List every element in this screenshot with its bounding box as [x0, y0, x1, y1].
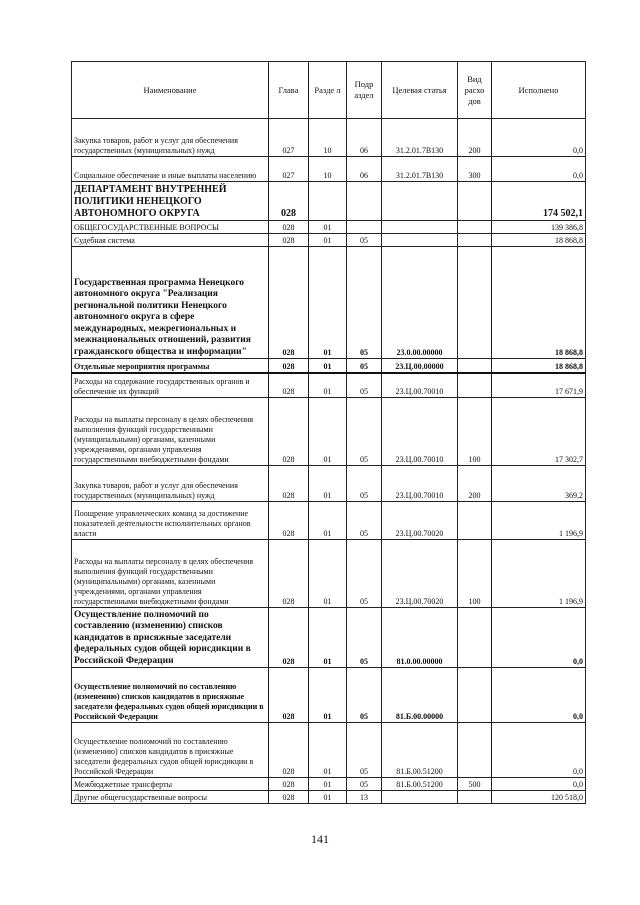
- header-executed: Исполнено: [492, 62, 586, 119]
- cell-chapter: 028: [269, 502, 309, 540]
- cell-name: Расходы на выплаты персоналу в целях обеспечения выполнения функций государственными (муниципальными) органами, казенными учреждениями, органами управления государственными внебюджетными фондами: [72, 540, 269, 608]
- cell-expense-type: 200: [458, 119, 492, 157]
- header-chapter: Глава: [269, 62, 309, 119]
- cell-section: 01: [309, 221, 347, 234]
- cell-name: Расходы на содержание государственных органов и обеспечение их функций: [72, 373, 269, 398]
- cell-section: 01: [309, 608, 347, 668]
- cell-expense-type: [458, 502, 492, 540]
- cell-name: Государственная программа Ненецкого автономного округа "Реализация региональной политики Ненецкого автономного округа в сфере международных, межрегиональных и межнациональных отношений, развития гражданского общества и информации": [72, 247, 269, 359]
- table-row: [72, 791, 586, 804]
- cell-section: 01: [309, 502, 347, 540]
- cell-subsection: 06: [347, 157, 382, 182]
- cell-executed: 174 502,1: [492, 182, 586, 221]
- cell-section: 01: [309, 791, 347, 804]
- cell-target: [382, 234, 458, 247]
- table-row: [72, 119, 586, 157]
- header-target: Целевая статья: [382, 62, 458, 119]
- cell-name: Расходы на выплаты персоналу в целях обеспечения выполнения функций государственными (муниципальными) органами, казенными учреждениями, органами управления государственными внебюджетными фондами: [72, 398, 269, 466]
- cell-subsection: 05: [347, 359, 382, 373]
- cell-chapter: 028: [269, 359, 309, 373]
- cell-executed: 120 518,0: [492, 791, 586, 804]
- cell-section: 10: [309, 119, 347, 157]
- cell-executed: 0,0: [492, 723, 586, 778]
- cell-expense-type: 300: [458, 157, 492, 182]
- cell-chapter: 027: [269, 157, 309, 182]
- cell-name: Социальное обеспечение и иные выплаты населению: [72, 157, 269, 182]
- cell-expense-type: [458, 221, 492, 234]
- table-row: [72, 608, 586, 668]
- header-name: Наименование: [72, 62, 269, 119]
- cell-subsection: 05: [347, 540, 382, 608]
- cell-section: 10: [309, 157, 347, 182]
- cell-subsection: 05: [347, 247, 382, 359]
- cell-expense-type: [458, 373, 492, 398]
- cell-section: 01: [309, 359, 347, 373]
- cell-subsection: 05: [347, 668, 382, 723]
- header-subsection: Подр аздел: [347, 62, 382, 119]
- cell-subsection: [347, 182, 382, 221]
- cell-target: 31.2.01.7В130: [382, 119, 458, 157]
- table-row: [72, 234, 586, 247]
- cell-chapter: 028: [269, 723, 309, 778]
- budget-table: [71, 61, 586, 804]
- cell-section: 01: [309, 373, 347, 398]
- cell-expense-type: [458, 608, 492, 668]
- cell-target: 23.0.00.00000: [382, 247, 458, 359]
- cell-expense-type: 200: [458, 466, 492, 502]
- cell-name: Закупка товаров, работ и услуг для обеспечения государственных (муниципальных) нужд: [72, 119, 269, 157]
- cell-executed: 139 386,8: [492, 221, 586, 234]
- cell-target: 81.0.00.00000: [382, 608, 458, 668]
- header-expense-type: Вид расхо дов: [458, 62, 492, 119]
- cell-target: 23.Ц.00.70010: [382, 373, 458, 398]
- cell-subsection: 05: [347, 373, 382, 398]
- cell-section: 01: [309, 778, 347, 791]
- cell-section: 01: [309, 540, 347, 608]
- cell-subsection: 05: [347, 234, 382, 247]
- cell-target: 23.Ц.00.70010: [382, 398, 458, 466]
- cell-target: 31.2.01.7В130: [382, 157, 458, 182]
- cell-target: 23.Ц.00.70020: [382, 540, 458, 608]
- cell-name: Поощрение управленческих команд за достижение показателей деятельности исполнительных органов власти: [72, 502, 269, 540]
- cell-section: 01: [309, 466, 347, 502]
- cell-expense-type: [458, 182, 492, 221]
- cell-target: [382, 182, 458, 221]
- cell-section: 01: [309, 247, 347, 359]
- cell-chapter: 028: [269, 373, 309, 398]
- header-section: Разде л: [309, 62, 347, 119]
- cell-subsection: 05: [347, 398, 382, 466]
- table-row: [72, 221, 586, 234]
- cell-chapter: 028: [269, 398, 309, 466]
- cell-expense-type: 500: [458, 778, 492, 791]
- cell-executed: 0,0: [492, 608, 586, 668]
- cell-executed: 17 671,9: [492, 373, 586, 398]
- table-row: [72, 182, 586, 221]
- cell-name: Отдельные мероприятия программы: [72, 359, 269, 373]
- table-row: [72, 359, 586, 373]
- cell-chapter: 028: [269, 182, 309, 221]
- cell-name: Осуществление полномочий по составлению (изменению) списков кандидатов в присяжные заседатели федеральных судов общей юрисдикции в Российской Федерации: [72, 668, 269, 723]
- cell-name: Осуществление полномочий по составлению (изменению) списков кандидатов в присяжные заседатели федеральных судов общей юрисдикции в Российской Федерации: [72, 608, 269, 668]
- cell-expense-type: 100: [458, 398, 492, 466]
- cell-section: 01: [309, 668, 347, 723]
- cell-chapter: 028: [269, 234, 309, 247]
- cell-expense-type: [458, 791, 492, 804]
- cell-target: 81.Б.00.51200: [382, 778, 458, 791]
- cell-executed: 18 868,8: [492, 234, 586, 247]
- cell-name: ОБЩЕГОСУДАРСТВЕННЫЕ ВОПРОСЫ: [72, 221, 269, 234]
- cell-target: 81.Б.00.51200: [382, 723, 458, 778]
- cell-name: Другие общегосударственные вопросы: [72, 791, 269, 804]
- table-row: [72, 398, 586, 466]
- cell-section: 01: [309, 723, 347, 778]
- cell-subsection: [347, 221, 382, 234]
- table-row: [72, 778, 586, 791]
- cell-target: [382, 791, 458, 804]
- cell-name: Осуществление полномочий по составлению (изменению) списков кандидатов в присяжные заседатели федеральных судов общей юрисдикции в Российской Федерации: [72, 723, 269, 778]
- cell-name: Судебная система: [72, 234, 269, 247]
- cell-subsection: 13: [347, 791, 382, 804]
- table-row: [72, 668, 586, 723]
- cell-executed: 0,0: [492, 119, 586, 157]
- table-row: [72, 723, 586, 778]
- cell-expense-type: [458, 247, 492, 359]
- cell-chapter: 027: [269, 119, 309, 157]
- cell-name: Межбюджетные трансферты: [72, 778, 269, 791]
- cell-executed: 18 868,8: [492, 247, 586, 359]
- cell-expense-type: [458, 234, 492, 247]
- table-row: [72, 247, 586, 359]
- page-number: 141: [311, 832, 329, 846]
- cell-chapter: 028: [269, 608, 309, 668]
- cell-name: ДЕПАРТАМЕНТ ВНУТРЕННЕЙ ПОЛИТИКИ НЕНЕЦКОГО АВТОНОМНОГО ОКРУГА: [72, 182, 269, 221]
- cell-executed: 369,2: [492, 466, 586, 502]
- cell-executed: 0,0: [492, 157, 586, 182]
- cell-expense-type: 100: [458, 540, 492, 608]
- cell-chapter: 028: [269, 221, 309, 234]
- cell-chapter: 028: [269, 247, 309, 359]
- cell-expense-type: [458, 359, 492, 373]
- cell-target: 23.Ц.00.70010: [382, 466, 458, 502]
- cell-executed: 1 196,9: [492, 540, 586, 608]
- cell-chapter: 028: [269, 791, 309, 804]
- table-header-row: [72, 62, 586, 119]
- cell-section: [309, 182, 347, 221]
- cell-chapter: 028: [269, 668, 309, 723]
- cell-expense-type: [458, 723, 492, 778]
- cell-executed: 0,0: [492, 778, 586, 791]
- cell-target: [382, 221, 458, 234]
- cell-chapter: 028: [269, 466, 309, 502]
- cell-executed: 1 196,9: [492, 502, 586, 540]
- cell-chapter: 028: [269, 540, 309, 608]
- cell-target: 23.Ц.00.70020: [382, 502, 458, 540]
- cell-chapter: 028: [269, 778, 309, 791]
- table-row: [72, 540, 586, 608]
- table-row: [72, 157, 586, 182]
- cell-subsection: 05: [347, 778, 382, 791]
- table-row: [72, 373, 586, 398]
- cell-subsection: 05: [347, 608, 382, 668]
- cell-executed: 18 868,8: [492, 359, 586, 373]
- cell-name: Закупка товаров, работ и услуг для обеспечения государственных (муниципальных) нужд: [72, 466, 269, 502]
- cell-executed: 0,0: [492, 668, 586, 723]
- cell-executed: 17 302,7: [492, 398, 586, 466]
- cell-section: 01: [309, 234, 347, 247]
- table-row: [72, 502, 586, 540]
- cell-subsection: 05: [347, 723, 382, 778]
- cell-target: 81.Б.00.00000: [382, 668, 458, 723]
- cell-subsection: 05: [347, 466, 382, 502]
- cell-expense-type: [458, 668, 492, 723]
- table-row: [72, 466, 586, 502]
- cell-target: 23.Ц.00.00000: [382, 359, 458, 373]
- cell-subsection: 05: [347, 502, 382, 540]
- cell-subsection: 06: [347, 119, 382, 157]
- cell-section: 01: [309, 398, 347, 466]
